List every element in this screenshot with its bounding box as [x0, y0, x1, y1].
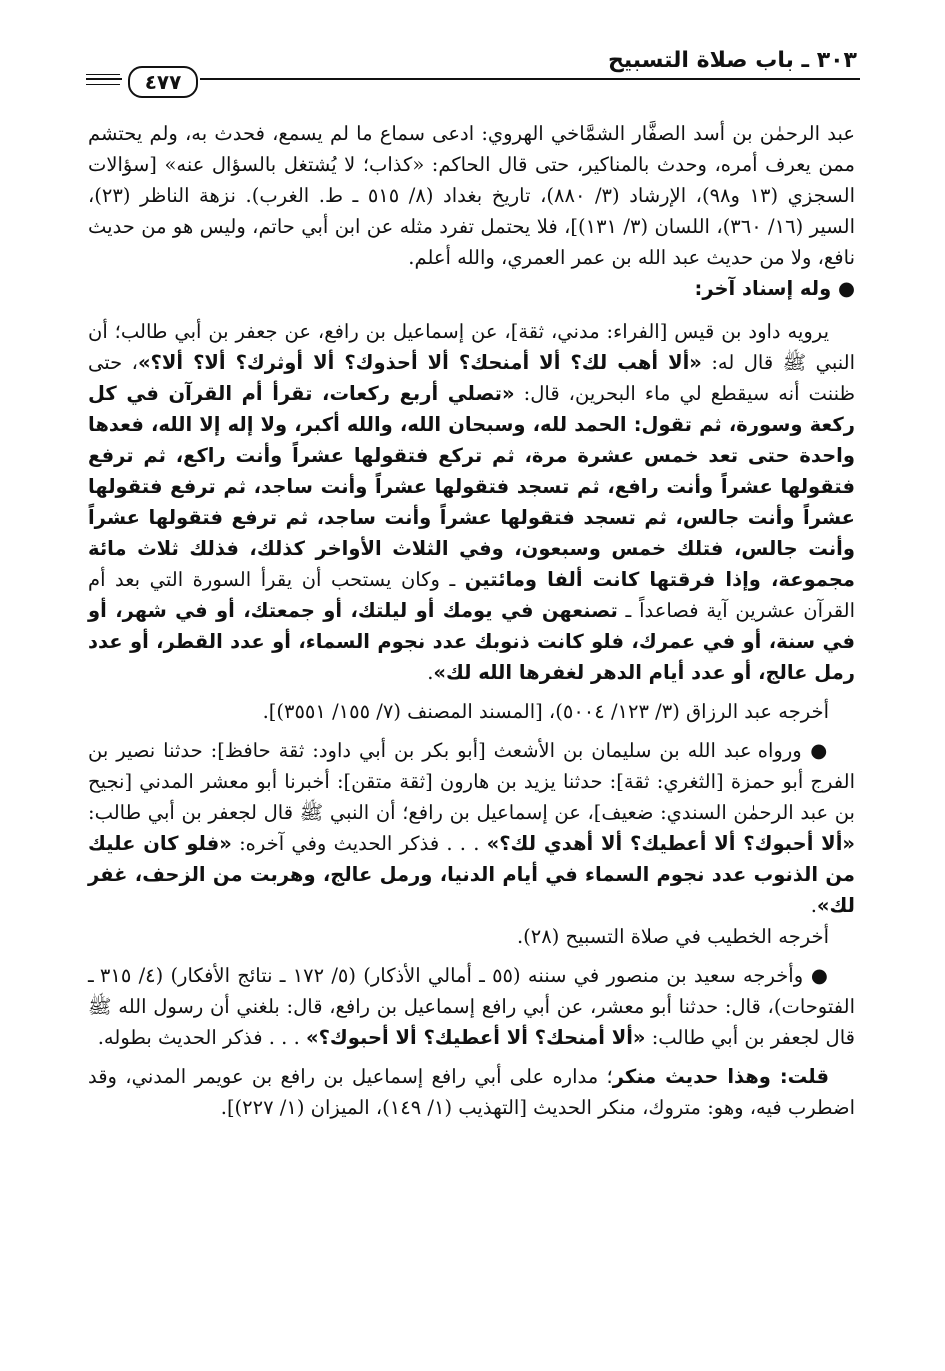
section-heading-another-chain [88, 273, 855, 304]
paragraph-takhrij-khatib [88, 921, 855, 952]
bold-text-span: ● وله إسناد آخر: [694, 277, 855, 300]
bold-text-span: «ألا أهب لك؟ ألا أمنحك؟ ألا أحذوك؟ ألا أوثرك؟ ألا؟ ألا؟» [137, 351, 702, 374]
text-span: عبد الرحمٰن بن أسد الصفَّار الشمَّاخي الهروي: ادعى سماع ما لم يسمع، فحدث به، ولم يحتشم ممن يعرف أمره، وحدث بالمناكير، حتى قال الحاكم: «كذاب؛ لا يُشتغل بالسؤال عنه» [سؤالات السجزي (١٣ و٩٨)، الإرشاد (٣/ ٨٨٠)، تاريخ بغداد (٨/ ٥١٥ ـ ط. الغرب). نزهة الناظر (٢٣)، السير (١٦/ ٣٦٠)، اللسان (٣/ ١٣١)]، فلا يحتمل تفرد مثله عن ابن أبي حاتم، وليس هو من حديث نافع، ولا من حديث عبد الله بن عمر العمري، والله أعلم. [88, 122, 855, 269]
text-span: أخرجه عبد الرزاق (٣/ ١٢٣/ ٥٠٠٤)، [المسند المصنف (٧/ ١٥٥/ ٣٥٥١)]. [262, 700, 829, 723]
text-span: يرويه داود بن قيس [الفراء: مدني، ثقة]، عن إسماعيل بن رافع، عن جعفر بن أبي طالب؛ أن النبي ﷺ قال له: [88, 320, 855, 374]
paragraph-verdict [88, 1061, 855, 1123]
text-span: ـ وكان يستحب أن يقرأ السورة التي بعد أم القرآن عشرين آية فصاعداً ـ [88, 568, 855, 622]
paragraph-hadith-text [88, 316, 855, 688]
text-span: وأخرجه سعيد بن منصور في سننه (٥٥ ـ أمالي الأذكار) (٥/ ١٧٢ ـ نتائج الأفكار) (٤/ ٣١٥ ـ الفتوحات)، قال: حدثنا أبو معشر، عن أبي رافع إسماعيل بن رافع، قال: بلغني أن رسول الله ﷺ قال لجعفر بن أبي طالب: [88, 964, 855, 1049]
paragraph-takhrij-abdurrazzaq [88, 696, 855, 727]
text-span: . [427, 661, 434, 684]
bold-text-span: ● [801, 739, 829, 762]
text-span: أخرجه الخطيب في صلاة التسبيح (٢٨). [516, 925, 829, 948]
bold-text-span: «ألا أمنحك؟ ألا أعطيك؟ ألا أحبوك؟» [305, 1026, 646, 1049]
page-number-frame [122, 66, 200, 98]
text-span: . [810, 894, 817, 917]
page-body [88, 118, 855, 1123]
text-span: ؛ مداره على أبي رافع إسماعيل بن رافع بن عويمر المدني، وقد اضطرب فيه، وهو: متروك، منكر الحديث [التهذيب (١/ ١٤٩)، الميزان (١/ ٢٢٧)]. [88, 1065, 855, 1119]
bold-text-span: «تصلي أربع ركعات، تقرأ أم القرآن في كل ركعة وسورة، ثم تقول: الحمد لله، وسبحان الله، والله أكبر، ولا إله إلا الله، فعدها واحدة حتى تعد خمس عشرة مرة، ثم تركع فتقولها عشراً وأنت راكع، ثم ترفع فتقولها عشراً وأنت رافع، ثم تسجد فتقولها عشراً وأنت ساجد، ثم ترفع فتقولها عشراً وأنت جالس، ثم تسجد فتقولها عشراً وأنت ساجد، ثم ترفع فتقولها عشراً وأنت جالس، فتلك خمس وسبعون، وفي الثلاث الأواخر كذلك، فذلك ثلاث مائة مجموعة، وإذا فرقتها كانت ألفا ومائتين [88, 382, 855, 591]
text-span: ورواه عبد الله بن سليمان بن الأشعث [أبو بكر بن أبي داود: ثقة حافظ]: حدثنا نصير بن الفرج أبو حمزة [الثغري: ثقة]: حدثنا يزيد بن هارون [ثقة متقن]: أخبرنا أبو معشر المدني [نجيح بن عبد الرحمٰن السندي: ضعيف]، عن إسماعيل بن رافع؛ أن النبي ﷺ قال لجعفر بن أبي طالب: [88, 739, 855, 824]
bold-text-span: «ألا أحبوك؟ ألا أعطيك؟ ألا أهدي لك؟» [486, 832, 855, 855]
bold-text-span: ● [803, 964, 829, 987]
paragraph-said-ibn-mansur-chain [88, 960, 855, 1053]
header-rule [86, 78, 860, 80]
text-span: . . . فذكر الحديث وفي آخره: [231, 832, 487, 855]
paragraph-narrator-critique [88, 118, 855, 273]
running-title: ٣٠٣ ـ باب صلاة التسبيح [607, 48, 857, 73]
bold-text-span: تصنعهن في يومك أو ليلتك، أو جمعتك، أو في شهر، أو في سنة، أو في عمرك، فلو كانت ذنوبك عدد نجوم السماء، أو عدد القطر، أو عدد رمل عالج، أو عدد أيام الدهر لغفرها الله لك» [88, 599, 855, 684]
text-span: ، حتى ظننت أنه سيقطع لي ماء البحرين، قال: [88, 351, 855, 405]
page-number-ornament-lines [86, 74, 120, 89]
paragraph-ibn-abi-dawud-chain [88, 735, 855, 921]
bold-text-span: قلت: وهذا حديث منكر [612, 1065, 829, 1088]
bold-text-span: «فلو كان عليك من الذنوب عدد نجوم السماء في أيام الدنيا، ورمل عالج، وهربت من الزحف، غفر لك» [88, 832, 855, 917]
text-span: . . . فذكر الحديث بطوله. [97, 1026, 306, 1049]
page-number: ٤٧٧ [128, 66, 198, 98]
